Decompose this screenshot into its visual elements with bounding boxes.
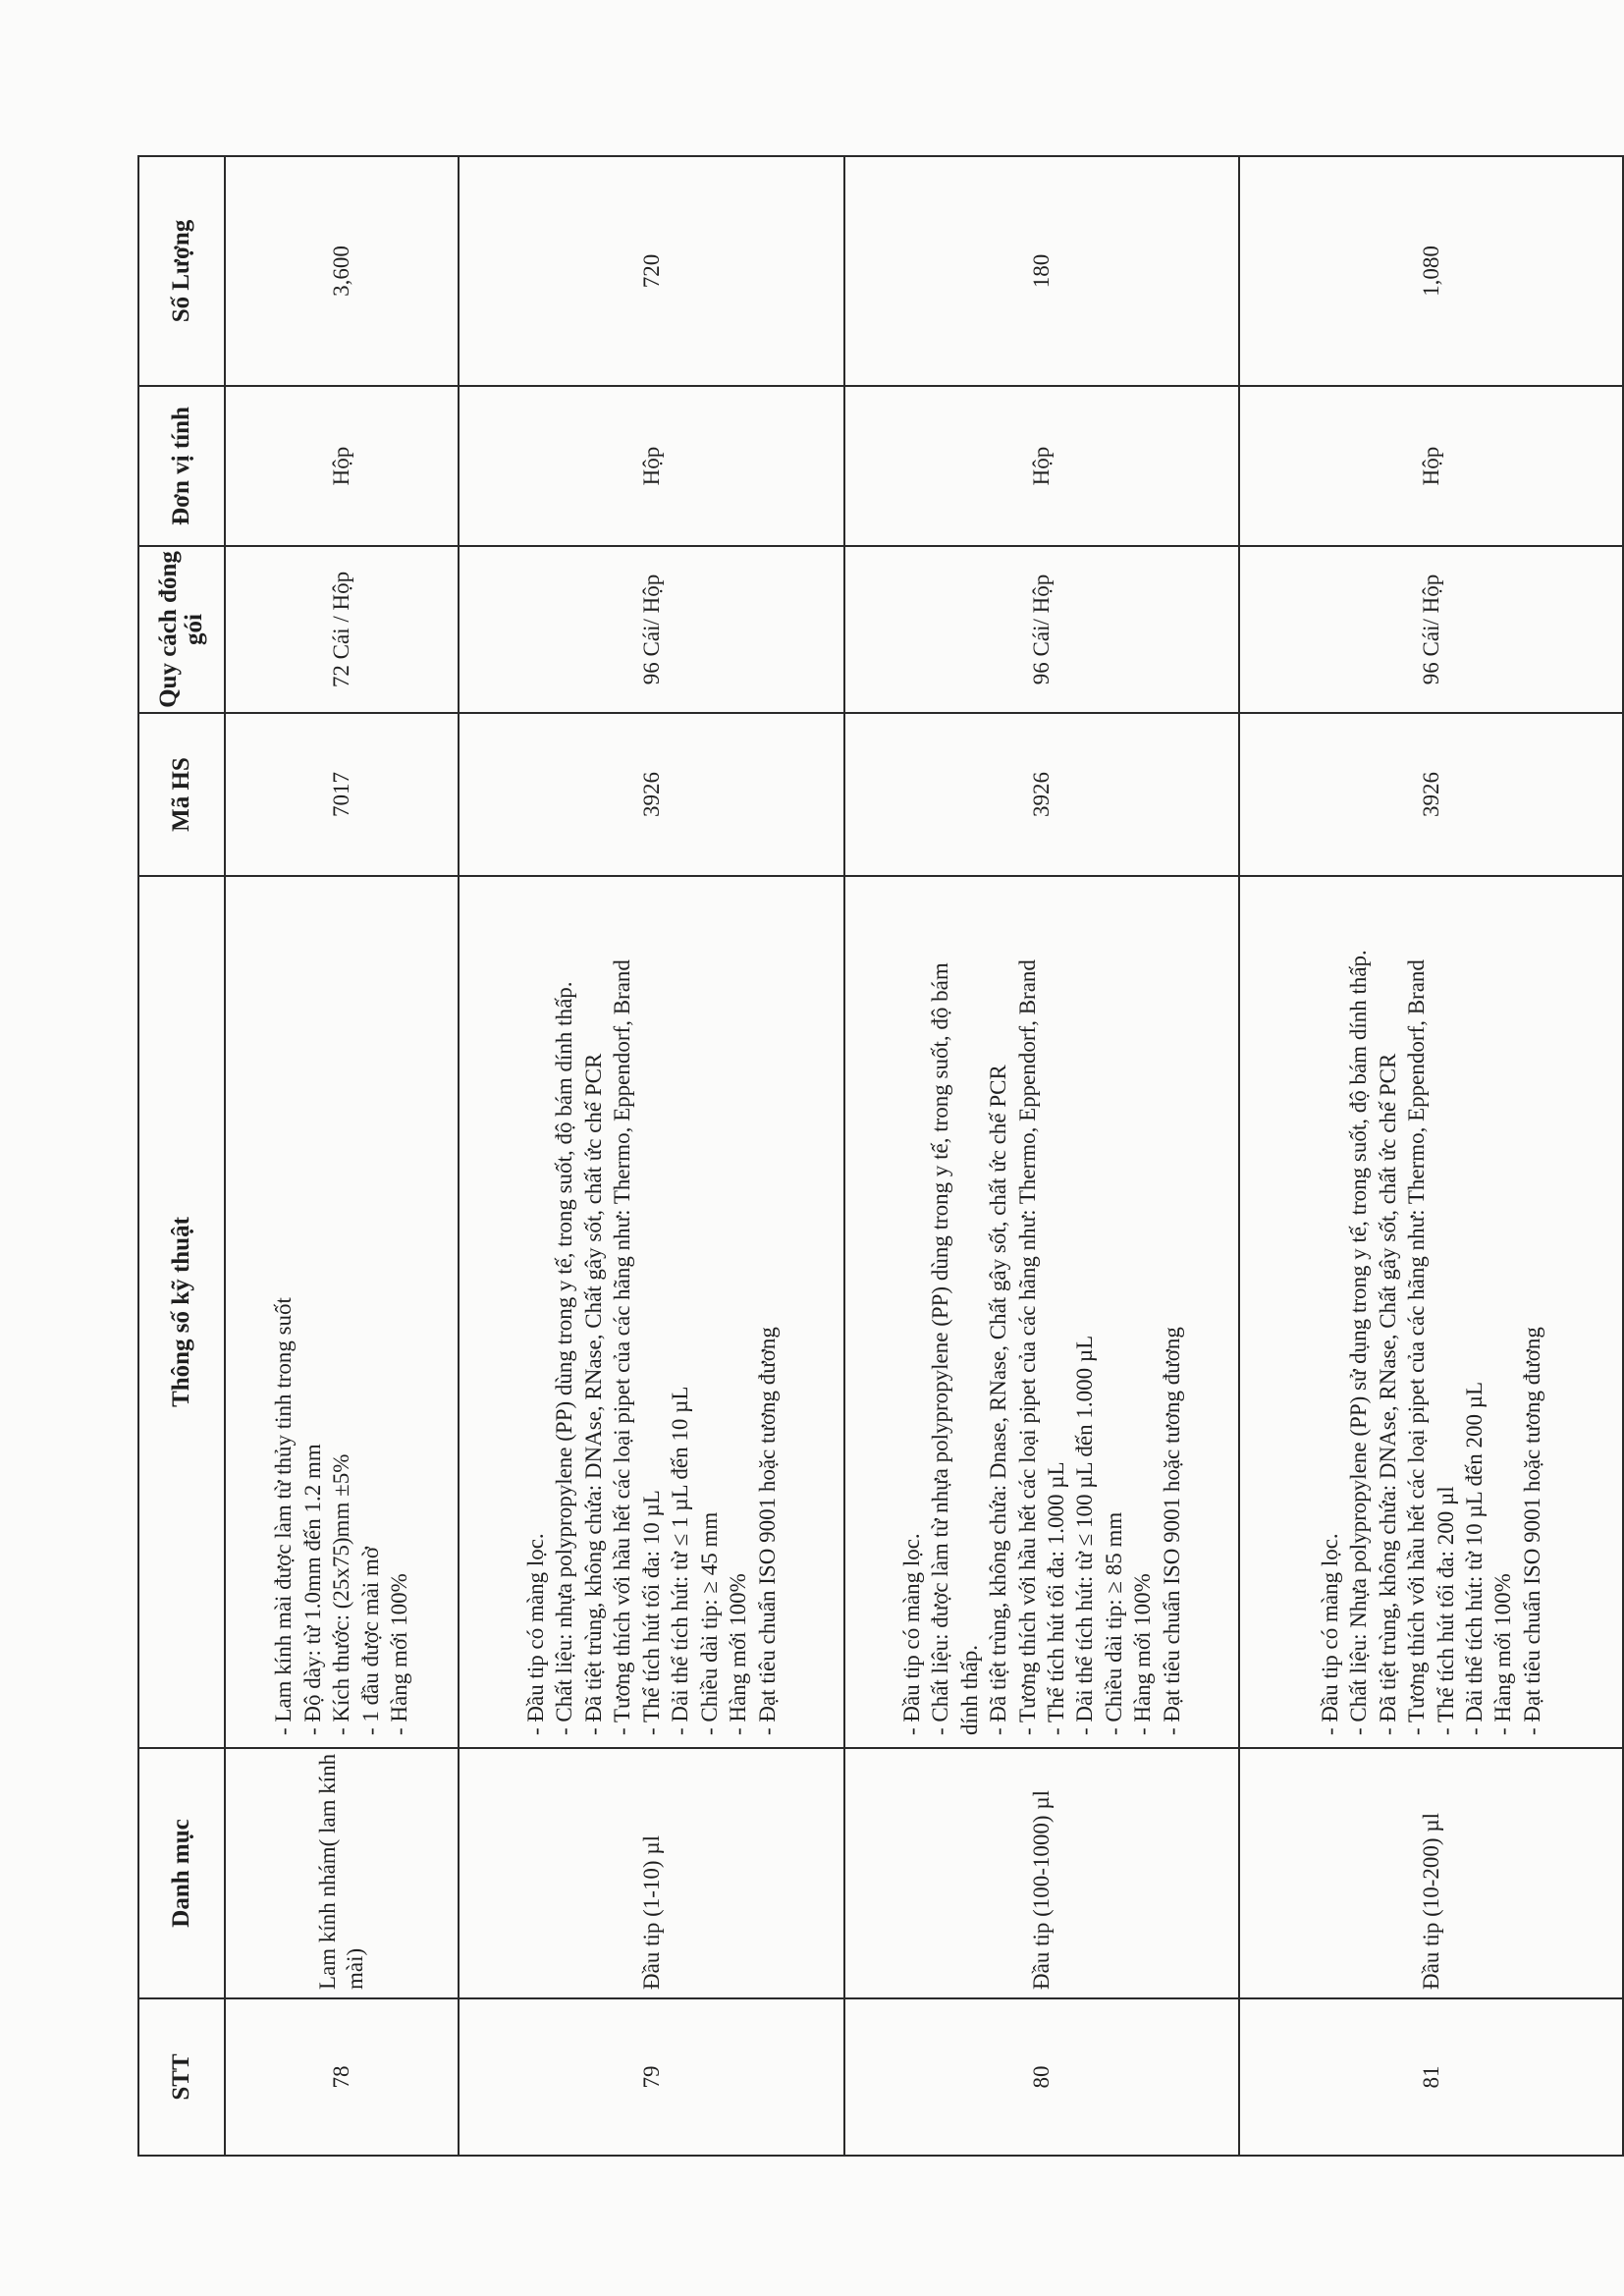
row-unit: Hộp bbox=[1239, 386, 1623, 546]
header-danh-muc: Danh mục bbox=[138, 1748, 225, 1998]
row-hs-code: 7017 bbox=[225, 713, 459, 876]
row-name: Đầu tip (1-10) µl bbox=[459, 1748, 844, 1998]
row-quantity: 3,600 bbox=[225, 156, 459, 386]
spec-line: - Chiều dài tip: ≥ 85 mm bbox=[1101, 1511, 1126, 1735]
spec-line: dính thấp. bbox=[956, 1645, 982, 1735]
row-packaging: 72 Cái / Hộp bbox=[225, 546, 459, 713]
row-name: Lam kính nhám( lam kính mài) bbox=[225, 1748, 459, 1998]
spec-line: - Chiều dài tip: ≥ 45 mm bbox=[696, 1511, 722, 1735]
spec-line: - Đầu tip có màng lọc. bbox=[898, 1533, 924, 1735]
header-ma-hs: Mã HS bbox=[138, 713, 225, 876]
row-unit: Hộp bbox=[459, 386, 844, 546]
spec-line: - Thể tích hút tối đa: 1.000 µL bbox=[1044, 1461, 1068, 1735]
spec-line: - Đạt tiêu chuẩn ISO 9001 hoặc tương đương bbox=[1519, 1327, 1544, 1735]
row-stt: 79 bbox=[459, 1998, 844, 2156]
spec-line: - Đạt tiêu chuẩn ISO 9001 hoặc tương đương bbox=[754, 1327, 780, 1735]
spec-line: - Đầu tip có màng lọc. bbox=[523, 1533, 549, 1735]
header-so-luong: Số Lượng bbox=[138, 156, 225, 386]
row-stt: 80 bbox=[844, 1998, 1239, 2156]
table-row bbox=[459, 156, 844, 2156]
row-specs bbox=[844, 876, 1239, 1748]
spec-line: - Đã tiệt trùng, không chứa: DNAse, RNase, Chất gây sốt, chất ức chế PCR bbox=[1375, 1053, 1400, 1735]
row-quantity: 180 bbox=[844, 156, 1239, 386]
table-row bbox=[844, 156, 1239, 2156]
row-quantity: 720 bbox=[459, 156, 844, 386]
spec-line: - Hàng mới 100% bbox=[1130, 1573, 1156, 1735]
spec-line: - Chất liệu: được làm từ nhựa polypropylene (PP) dùng trong y tế, trong suốt, độ bám bbox=[928, 962, 953, 1735]
header-quy-cach-dong-goi: Quy cách đóng gói bbox=[138, 546, 225, 713]
row-unit: Hộp bbox=[844, 386, 1239, 546]
product-spec-table bbox=[137, 155, 1624, 2157]
row-specs bbox=[225, 876, 459, 1748]
spec-line: - Tương thích với hầu hết các loại pipet của các hãng như: Thermo, Eppendorf, Brand bbox=[610, 959, 635, 1735]
table-row bbox=[1239, 156, 1623, 2156]
row-packaging: 96 Cái/ Hộp bbox=[844, 546, 1239, 713]
header-thong-so-ky-thuat: Thông số kỹ thuật bbox=[138, 876, 225, 1748]
spec-line: - Dải thể tích hút: từ 10 µL đến 200 µL bbox=[1461, 1381, 1487, 1735]
spec-line: - Lam kính mài được làm từ thủy tinh trong suốt bbox=[271, 1297, 297, 1735]
row-stt: 81 bbox=[1239, 1998, 1623, 2156]
row-name: Đầu tip (10-200) µl bbox=[1239, 1748, 1623, 1998]
row-packaging: 96 Cái/ Hộp bbox=[459, 546, 844, 713]
row-hs-code: 3926 bbox=[1239, 713, 1623, 876]
row-stt: 78 bbox=[225, 1998, 459, 2156]
spec-line: - Tương thích với hầu hết các loại pipet của các hãng như: Thermo, Eppendorf, Brand bbox=[1404, 959, 1430, 1735]
spec-line: - 1 đầu được mài mờ bbox=[357, 1547, 383, 1735]
spec-line: - Kích thước: (25x75)mm ±5% bbox=[329, 1453, 354, 1735]
row-hs-code: 3926 bbox=[844, 713, 1239, 876]
row-specs bbox=[1239, 876, 1623, 1748]
spec-line: - Đầu tip có màng lọc. bbox=[1317, 1533, 1342, 1735]
row-hs-code: 3926 bbox=[459, 713, 844, 876]
spec-line: - Dải thể tích hút: từ ≤ 100 µL đến 1.000 µL bbox=[1072, 1335, 1098, 1735]
header-don-vi-tinh: Đơn vị tính bbox=[138, 386, 225, 546]
spec-line: - Thể tích hút tối đa: 200 µl bbox=[1433, 1486, 1458, 1735]
spec-line: - Đạt tiêu chuẩn ISO 9001 hoặc tương đương bbox=[1159, 1327, 1184, 1735]
table-row bbox=[225, 156, 459, 2156]
row-specs bbox=[459, 876, 844, 1748]
spec-line: - Thể tích hút tối đa: 10 µL bbox=[638, 1490, 664, 1735]
spec-line: - Hàng mới 100% bbox=[387, 1573, 412, 1735]
header-stt: STT bbox=[138, 1998, 225, 2156]
spec-line: - Đã tiệt trùng, không chứa: Dnase, RNase, Chất gây sốt, chất ức chế PCR bbox=[986, 1065, 1011, 1735]
spec-line: - Độ dày: từ 1.0mm đến 1.2 mm bbox=[299, 1444, 325, 1735]
row-packaging: 96 Cái/ Hộp bbox=[1239, 546, 1623, 713]
spec-line: - Chất liệu: nhựa polypropylene (PP) dùng trong y tế, trong suốt, độ bám dính thấp. bbox=[552, 981, 577, 1735]
spec-line: - Dải thể tích hút: từ ≤ 1 µL đến 10 µL bbox=[668, 1386, 693, 1735]
spec-line: - Đã tiệt trùng, không chứa: DNAse, RNase, Chất gây sốt, chất ức chế PCR bbox=[580, 1053, 606, 1735]
table-header-row bbox=[138, 156, 225, 2156]
row-quantity: 1,080 bbox=[1239, 156, 1623, 386]
spec-line: - Hàng mới 100% bbox=[1490, 1573, 1516, 1735]
spec-line: - Chất liệu: Nhựa polypropylene (PP) sử dụng trong y tế, trong suốt, độ bám dính thấp. bbox=[1346, 950, 1372, 1735]
spec-line: - Tương thích với hầu hết các loại pipet của các hãng như: Thermo, Eppendorf, Brand bbox=[1014, 959, 1040, 1735]
row-name: Đầu tip (100-1000) µl bbox=[844, 1748, 1239, 1998]
row-unit: Hộp bbox=[225, 386, 459, 546]
spec-line: - Hàng mới 100% bbox=[726, 1573, 751, 1735]
